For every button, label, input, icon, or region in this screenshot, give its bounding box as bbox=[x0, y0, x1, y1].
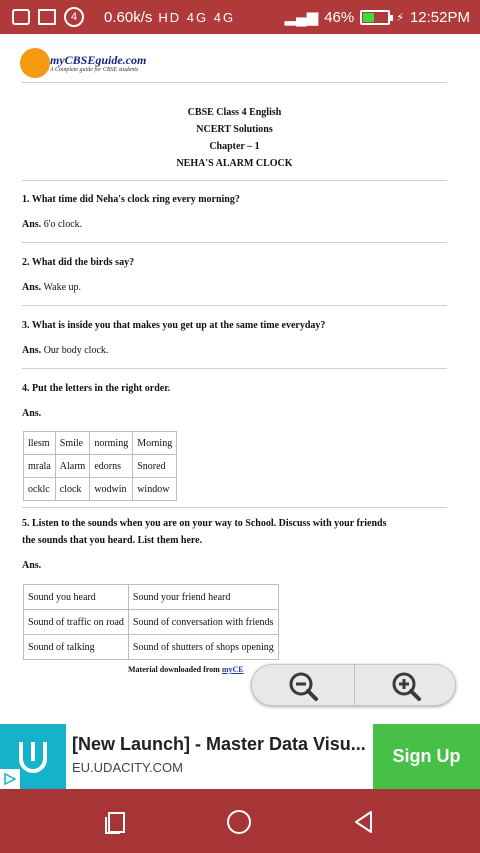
battery-icon bbox=[360, 10, 390, 25]
answer-3 bbox=[22, 345, 452, 356]
question-5-line2: the sounds that you heard. List them here. bbox=[22, 535, 203, 546]
ans-label: Ans. bbox=[22, 345, 42, 356]
sign-up-button[interactable]: Sign Up bbox=[373, 724, 480, 789]
signal-icon: ▂▄▆ bbox=[284, 9, 319, 26]
table-cell: Smile bbox=[55, 432, 90, 455]
table-cell: norming bbox=[90, 432, 133, 455]
logo-name: myCBSEguide.com bbox=[50, 53, 147, 67]
table-cell: mrala bbox=[24, 455, 56, 478]
table-cell: Snored bbox=[133, 455, 177, 478]
zoom-out-icon bbox=[286, 669, 320, 703]
home-icon bbox=[225, 808, 253, 836]
question-5-line1: 5. Listen to the sounds when you are on your way to School. Discuss with your friends bbox=[22, 518, 387, 529]
answer-5 bbox=[22, 560, 452, 571]
answer-text: 6'o clock. bbox=[43, 219, 83, 230]
table-cell: Sound of talking bbox=[24, 635, 129, 660]
status-bar bbox=[0, 0, 480, 34]
table-cell: Sound you heard bbox=[24, 585, 129, 610]
divider bbox=[22, 82, 447, 83]
table-row bbox=[24, 635, 279, 660]
table-cell: window bbox=[133, 478, 177, 501]
back-icon bbox=[351, 809, 377, 835]
logo-tagline: A Complete guide for CBSE students bbox=[50, 67, 139, 73]
adchoices-icon[interactable] bbox=[0, 769, 20, 789]
table-cell: ocklc bbox=[24, 478, 56, 501]
question-3: 3. What is inside you that makes you get up at the same time everyday? bbox=[22, 320, 326, 331]
ans-label: Ans. bbox=[22, 560, 42, 571]
table-cell: Alarm bbox=[55, 455, 90, 478]
ad-domain: EU.UDACITY.COM bbox=[72, 760, 183, 775]
net-speed: 0.60k/s bbox=[104, 8, 153, 26]
table-row bbox=[24, 610, 279, 635]
page-footer bbox=[128, 665, 244, 674]
table-cell: clock bbox=[55, 478, 90, 501]
ans-label: Ans. bbox=[22, 408, 42, 419]
answer-1 bbox=[22, 219, 452, 230]
logo-circle-icon bbox=[20, 48, 50, 78]
recent-apps-icon bbox=[102, 809, 128, 835]
divider bbox=[22, 180, 447, 181]
table-cell: Morning bbox=[133, 432, 177, 455]
zoom-in-button[interactable] bbox=[355, 665, 456, 706]
divider bbox=[22, 368, 447, 369]
ans-label: Ans. bbox=[22, 282, 42, 293]
doc-subject: NCERT Solutions bbox=[196, 124, 273, 135]
question-2: 2. What did the birds say? bbox=[22, 257, 135, 268]
charging-icon: ⚡ bbox=[396, 11, 404, 24]
table-row bbox=[24, 432, 177, 455]
table-cell: edorns bbox=[90, 455, 133, 478]
doc-title: NEHA'S ALARM CLOCK bbox=[176, 158, 293, 169]
clock-time: 12:52PM bbox=[409, 8, 470, 26]
answer-2 bbox=[22, 282, 452, 293]
network-icons: HD 4G 4G bbox=[158, 9, 236, 25]
home-button[interactable] bbox=[222, 805, 256, 839]
notification-count-badge: 4 bbox=[64, 7, 84, 27]
footer-text: Material downloaded from bbox=[128, 665, 220, 674]
divider bbox=[22, 305, 447, 306]
gmail-icon bbox=[38, 9, 56, 25]
ad-banner[interactable] bbox=[0, 724, 480, 789]
divider bbox=[22, 242, 447, 243]
table-row bbox=[24, 455, 177, 478]
zoom-in-icon bbox=[389, 669, 423, 703]
doc-chapter: Chapter – 1 bbox=[209, 141, 260, 152]
screenshot-icon bbox=[12, 9, 30, 25]
back-button[interactable] bbox=[347, 805, 381, 839]
navigation-bar bbox=[0, 789, 480, 853]
table-cell: Sound of traffic on road bbox=[24, 610, 129, 635]
recent-apps-button[interactable] bbox=[98, 805, 132, 839]
table-row bbox=[24, 478, 177, 501]
answer-text: Wake up. bbox=[43, 282, 82, 293]
battery-percent: 46% bbox=[324, 8, 355, 26]
doc-class: CBSE Class 4 English bbox=[187, 107, 282, 118]
ans-label: Ans. bbox=[22, 219, 42, 230]
table-cell: Sound of conversation with friends bbox=[128, 610, 278, 635]
table-cell: llesm bbox=[24, 432, 56, 455]
sounds-table bbox=[23, 584, 279, 660]
zoom-control bbox=[251, 664, 456, 706]
pdf-page[interactable] bbox=[0, 34, 480, 724]
divider bbox=[22, 507, 447, 508]
battery-fill bbox=[363, 13, 374, 22]
footer-link[interactable]: myCE bbox=[221, 665, 244, 674]
table-row bbox=[24, 585, 279, 610]
table-cell: Sound your friend heard bbox=[128, 585, 278, 610]
question-4: 4. Put the letters in the right order. bbox=[22, 383, 171, 394]
table-cell: wodwin bbox=[90, 478, 133, 501]
zoom-out-button[interactable] bbox=[252, 665, 354, 706]
question-1: 1. What time did Neha's clock ring every morning? bbox=[22, 194, 240, 205]
answer-text: Our body clock. bbox=[43, 345, 109, 356]
ad-title[interactable]: [New Launch] - Master Data Visu... bbox=[72, 734, 366, 754]
word-order-table bbox=[23, 431, 177, 501]
table-cell: Sound of shutters of shops opening bbox=[128, 635, 278, 660]
answer-4 bbox=[22, 408, 452, 419]
